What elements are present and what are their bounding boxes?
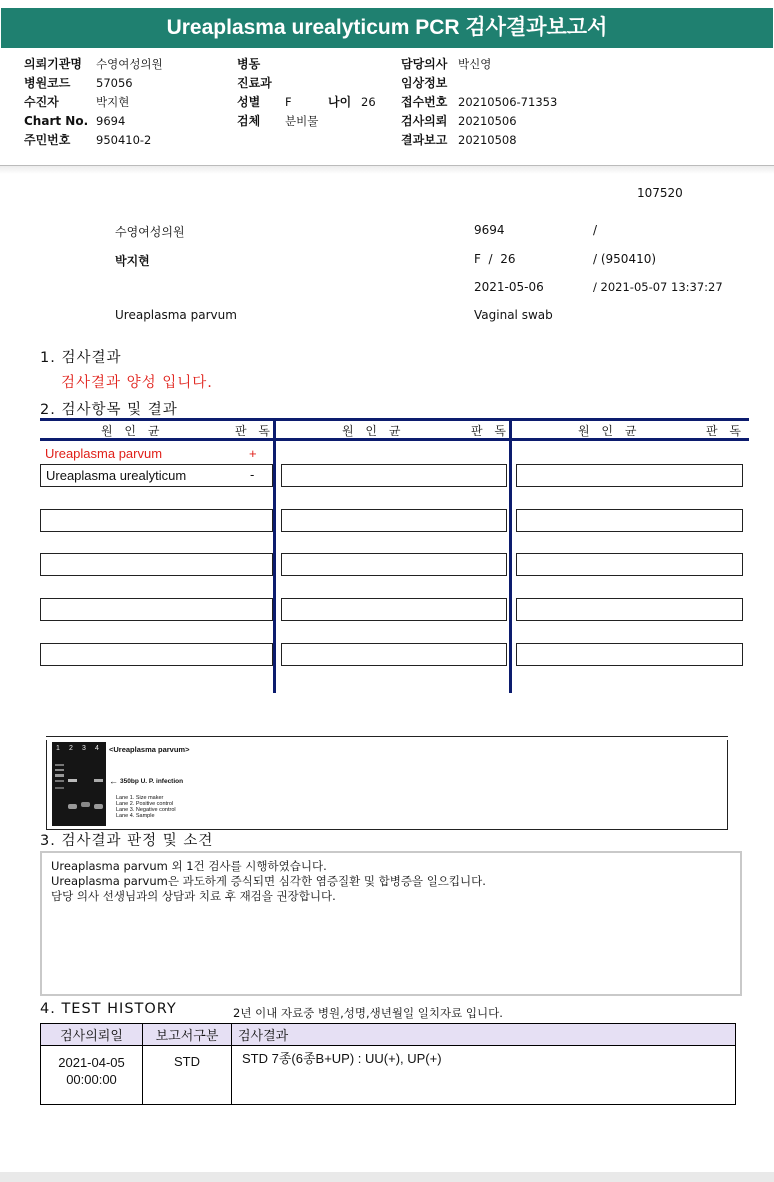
column-header-judgment: 판 독: [471, 424, 510, 438]
chart-number: 9694: [474, 223, 505, 237]
legend-item: Lane 3. Negative control: [116, 807, 176, 813]
section-1-title: 1. 검사결과: [40, 350, 122, 366]
receive-date: 2021-05-06: [474, 280, 544, 294]
history-header-cell: 검사의뢰일: [41, 1024, 143, 1046]
history-date: 2021-04-05: [58, 1055, 125, 1070]
header-label: 나이: [328, 95, 352, 109]
header-column-1: [24, 55, 224, 150]
history-date-cell: [41, 1046, 143, 1105]
result-cell: [281, 553, 507, 576]
header-value: 박지현: [96, 95, 130, 109]
header-row: [401, 112, 601, 131]
column-header-organism: 원 인 균: [342, 424, 405, 438]
result-cell: [40, 643, 273, 666]
ladder-band: [55, 764, 64, 766]
header-row: [401, 93, 601, 112]
specimen-type: Vaginal swab: [474, 308, 553, 322]
result-cell: [516, 509, 743, 532]
lane-number: 2: [69, 745, 73, 752]
separator: /: [593, 223, 598, 237]
ladder-band: [55, 769, 64, 771]
primer-dimer-band: [81, 802, 90, 807]
header-row: [24, 93, 224, 112]
legend-item: Lane 1. Size maker: [116, 795, 164, 801]
result-cell: [281, 509, 507, 532]
result-cell: [40, 509, 273, 532]
history-table: [40, 1023, 736, 1105]
header-label: 결과보고: [401, 133, 448, 147]
result-cell: [516, 598, 743, 621]
opinion-line: Ureaplasma parvum 외 1건 검사를 시행하였습니다.: [51, 859, 327, 873]
clinic-name: 수영여성의원: [115, 225, 185, 239]
section-2-title: 2. 검사항목 및 결과: [40, 402, 178, 418]
header-label: 병동: [237, 57, 261, 71]
header-column-2: [237, 55, 397, 131]
positive-control-band: [68, 779, 77, 782]
result-cell: [281, 643, 507, 666]
history-row: [41, 1046, 736, 1105]
header-shadow: [0, 166, 774, 174]
table-column-divider: [273, 418, 276, 693]
table-column-divider: [509, 418, 512, 693]
header-row: [237, 74, 397, 93]
birth-date: / (950410): [593, 252, 657, 266]
gel-top-rule: [46, 736, 728, 737]
judgment-negative: -: [250, 467, 255, 482]
header-label: 수진자: [24, 95, 59, 109]
header-row: [237, 55, 397, 74]
lane-number: 1: [56, 745, 60, 752]
opinion-box: [40, 851, 742, 996]
section-4-title: 4. TEST HISTORY: [40, 1001, 177, 1017]
header-value: 9694: [96, 114, 126, 128]
lane-number: 4: [95, 745, 99, 752]
header-label: 의뢰기관명: [24, 57, 82, 71]
header-label: 성별: [237, 95, 261, 109]
gel-panel: [46, 740, 728, 830]
header-label: 병원코드: [24, 76, 71, 90]
gel-title: <Ureaplasma parvum>: [109, 745, 190, 754]
header-label: 접수번호: [401, 95, 448, 109]
report-title: Ureaplasma urealyticum PCR 검사결과보고서: [1, 8, 773, 48]
header-value: 박신영: [458, 57, 492, 71]
history-header-cell: 보고서구분: [143, 1024, 232, 1046]
header-value: 20210506-71353: [458, 95, 558, 109]
band-arrow-icon: ←: [109, 776, 118, 786]
header-row: [237, 112, 397, 131]
judgment-positive: +: [249, 446, 257, 461]
header-column-3: [401, 55, 601, 150]
sample-band: [94, 779, 103, 782]
result-cell: [40, 598, 273, 621]
header-value: 26: [361, 95, 376, 109]
header-label: 임상정보: [401, 76, 448, 90]
primer-dimer-band: [94, 804, 103, 809]
header-value: 20210506: [458, 114, 517, 128]
header-value: 57056: [96, 76, 133, 90]
gel-electrophoresis-image: [52, 742, 106, 826]
ladder-band: [55, 774, 64, 777]
opinion-line: Ureaplasma parvum은 과도하게 증식되면 심각한 염증질환 및 합병증을 일으킵니다.: [51, 874, 486, 888]
header-row: [24, 74, 224, 93]
header-value: 950410-2: [96, 133, 152, 147]
header-row: [24, 55, 224, 74]
history-time: 00:00:00: [66, 1072, 117, 1087]
column-header-judgment: 판 독: [706, 424, 745, 438]
result-cell: [281, 464, 507, 487]
lane-number: 3: [82, 745, 86, 752]
report-code: 107520: [637, 186, 683, 200]
header-label: 검사의뢰: [401, 114, 448, 128]
header-label: 주민번호: [24, 133, 71, 147]
result-cell: [516, 643, 743, 666]
legend-item: Lane 4. Sample: [116, 813, 155, 819]
gel-legend: [116, 795, 176, 819]
header-value: 분비물: [285, 114, 319, 128]
ladder-band: [55, 787, 64, 789]
result-cell: [516, 553, 743, 576]
sex-age: F / 26: [474, 252, 516, 266]
header-label: 담당의사: [401, 57, 448, 71]
history-note: 2년 이내 자료중 병원,성명,생년월일 일치자료 입니다.: [233, 1006, 503, 1020]
footer-bar: [0, 1172, 774, 1182]
history-header-row: [41, 1024, 736, 1046]
header-label: 검체: [237, 114, 261, 128]
report-datetime: / 2021-05-07 13:37:27: [593, 280, 723, 294]
result-cell: [516, 464, 743, 487]
organism-name: Ureaplasma urealyticum: [46, 468, 187, 483]
header-label: 진료과: [237, 76, 272, 90]
legend-item: Lane 2. Positive control: [116, 801, 174, 807]
patient-name: 박지현: [115, 254, 150, 268]
header-row: [401, 55, 601, 74]
header-label: Chart No.: [24, 114, 89, 128]
result-summary: 검사결과 양성 입니다.: [61, 375, 213, 391]
header-row: [237, 93, 397, 112]
organism-name: Ureaplasma parvum: [45, 446, 163, 461]
header-row: [24, 112, 224, 131]
header-row: [401, 131, 601, 150]
ladder-band: [55, 780, 64, 782]
header-value: 수영여성의원: [96, 57, 163, 71]
band-label: 350bp U. P. infection: [120, 778, 184, 785]
result-cell: [40, 553, 273, 576]
column-header-organism: 원 인 균: [101, 424, 164, 438]
history-result: STD 7종(6종B+UP) : UU(+), UP(+): [232, 1046, 736, 1105]
header-value: F: [285, 95, 292, 109]
header-value: 20210508: [458, 133, 517, 147]
result-cell: [281, 598, 507, 621]
opinion-line: 담당 의사 선생님과의 상담과 치료 후 재검을 권장합니다.: [51, 889, 336, 903]
table-top-rule: [40, 418, 749, 421]
column-header-judgment: 판 독: [235, 424, 274, 438]
header-row: [24, 131, 224, 150]
test-name: Ureaplasma parvum: [115, 308, 237, 322]
history-type: STD: [143, 1046, 232, 1105]
section-3-title: 3. 검사결과 판정 및 소견: [40, 833, 214, 849]
result-cell: [40, 464, 273, 487]
column-header-organism: 원 인 균: [578, 424, 641, 438]
header-row: [401, 74, 601, 93]
history-header-cell: 검사결과: [232, 1024, 736, 1046]
opinion-text: [42, 853, 740, 904]
primer-dimer-band: [68, 804, 77, 809]
